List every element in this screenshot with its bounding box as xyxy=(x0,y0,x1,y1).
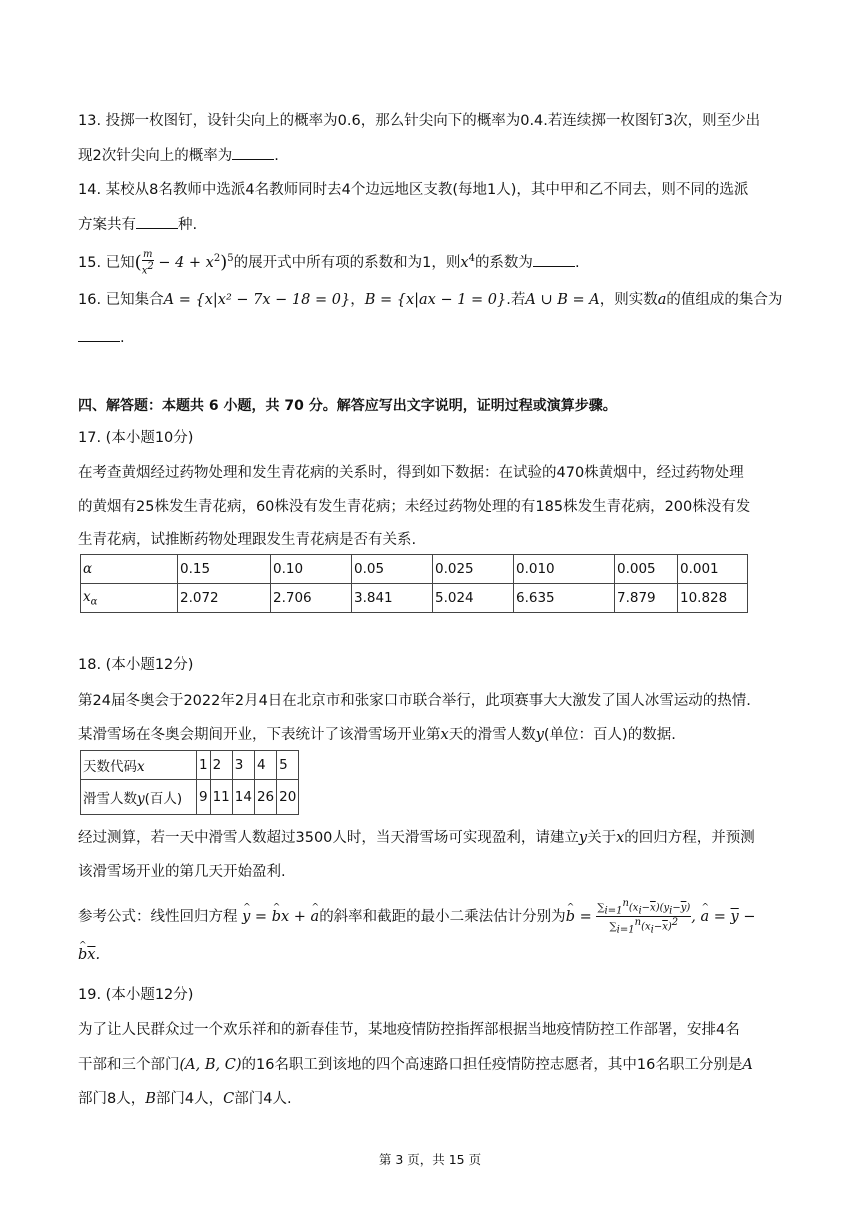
table-row: 天数代码x 1 2 3 4 5 xyxy=(81,751,299,780)
answer-blank xyxy=(533,252,575,267)
answer-blank xyxy=(78,327,120,342)
regression-equation: ^ y = ^ bx + ^ a xyxy=(242,909,319,925)
q19-line2: 干部和三个部门(A, B, C)的16名职工到该地的四个高速路口担任疫情防控志愿者，其中16名职工分别是A xyxy=(78,1057,753,1073)
q18-formula-cont: ^ $b\overline{x}$. xyxy=(78,945,100,965)
ski-data-table xyxy=(80,750,299,815)
section-heading: 四、解答题：本题共 6 小题，共 70 分。解答应写出文字说明，证明过程或演算步骤。 xyxy=(78,398,617,414)
table-row: 滑雪人数y(百人) 9 11 14 26 20 xyxy=(81,780,299,815)
q17-line3: 生青花病，试推断药物处理跟发生青花病是否有关系. xyxy=(78,532,417,548)
q17-line1: 在考查黄烟经过药物处理和发生青花病的关系时，得到如下数据：在试验的470株黄烟中，经过药物处理 xyxy=(78,465,744,481)
q18-line1: 第24届冬奥会于2022年2月4日在北京市和张家口市联合举行，此项赛事大大激发了国人冰雪运动的热情. xyxy=(78,693,751,709)
q14-line2: 方案共有 种. xyxy=(78,214,197,235)
chi-square-table xyxy=(80,554,748,613)
q17-title: 17. (本小题10分) xyxy=(78,430,194,446)
q18-line2: 某滑雪场在冬奥会期间开业，下表统计了该滑雪场开业第x天的滑雪人数y(单位：百人)的数据. xyxy=(78,727,676,743)
set-a: A = {x|x² − 7x − 18 = 0} xyxy=(163,292,351,308)
answer-blank xyxy=(232,145,274,160)
fraction: $\frac{m}{x^2}$ xyxy=(141,249,154,277)
q19-title: 19. (本小题12分) xyxy=(78,987,194,1003)
table-row: $x_\alpha$ 2.072 2.706 3.841 5.024 6.635 7.879 10.828 xyxy=(81,584,748,613)
q19-line3: 部门8人，B部门4人，C部门4人. xyxy=(78,1091,292,1107)
q13-line2: 现2次针尖向上的概率为 . xyxy=(78,145,279,166)
q13-line1: 13. 投掷一枚图钉，设针尖向上的概率为0.6，那么针尖向下的概率为0.4.若连续掷一枚图钉3次，则至少出 xyxy=(78,113,761,129)
table-row: α 0.15 0.10 0.05 0.025 0.010 0.005 0.001 xyxy=(81,555,748,584)
q17-line2: 的黄烟有25株发生青花病，60株没有发生青花病；未经过药物处理的有185株发生青花病，200株没有发 xyxy=(78,499,751,515)
q19-line1: 为了让人民群众过一个欢乐祥和的新春佳节，某地疫情防控指挥部根据当地疫情防控工作部署，安排4名 xyxy=(78,1022,740,1038)
slope-fraction: $\frac{\sum_{i=1}^n(x_i-\overline{x})(y_i-\overline{y})}{\sum_{i=1}^n(x_i-\overline{x})^2}$ xyxy=(597,898,691,936)
q16-line2: . xyxy=(78,327,125,348)
q18-formula: 参考公式：线性回归方程 ^ y = ^ bx + ^ a的斜率和截距的最小二乘法估计分别为^ b = $\frac{\sum_{i=1}^n(x_i-\overline{x})(y_i-\overline{y})}{\sum_{i=1}^n(x_i-\overline{x})^2}$ , ^ $a = \overline{y}$ − xyxy=(78,898,756,936)
q15-line: 15. 已知( $\frac{m}{x^2}$ − $4 + x^2)^5$的展开式中所有项的系数和为1，则$x^4$的系数为 . xyxy=(78,249,580,277)
q16-line1: 16. 已知集合A = {x|x² − 7x − 18 = 0}，B = {x|ax − 1 = 0}.若A ∪ B = A，则实数a的值组成的集合为 xyxy=(78,292,783,308)
set-b: B = {x|ax − 1 = 0} xyxy=(364,292,507,308)
q14-line1: 14. 某校从8名教师中选派4名教师同时去4个边远地区支教(每地1人)，其中甲和乙不同去，则不同的选派 xyxy=(78,182,749,198)
q18-title: 18. (本小题12分) xyxy=(78,657,194,673)
answer-blank xyxy=(136,214,178,229)
q18-line3: 经过测算，若一天中滑雪人数超过3500人时，当天滑雪场可实现盈利，请建立y关于x的回归方程，并预测 xyxy=(78,830,755,846)
q18-line4: 该滑雪场开业的第几天开始盈利. xyxy=(78,864,286,880)
page-footer: 第 3 页，共 15 页 xyxy=(378,1152,482,1167)
